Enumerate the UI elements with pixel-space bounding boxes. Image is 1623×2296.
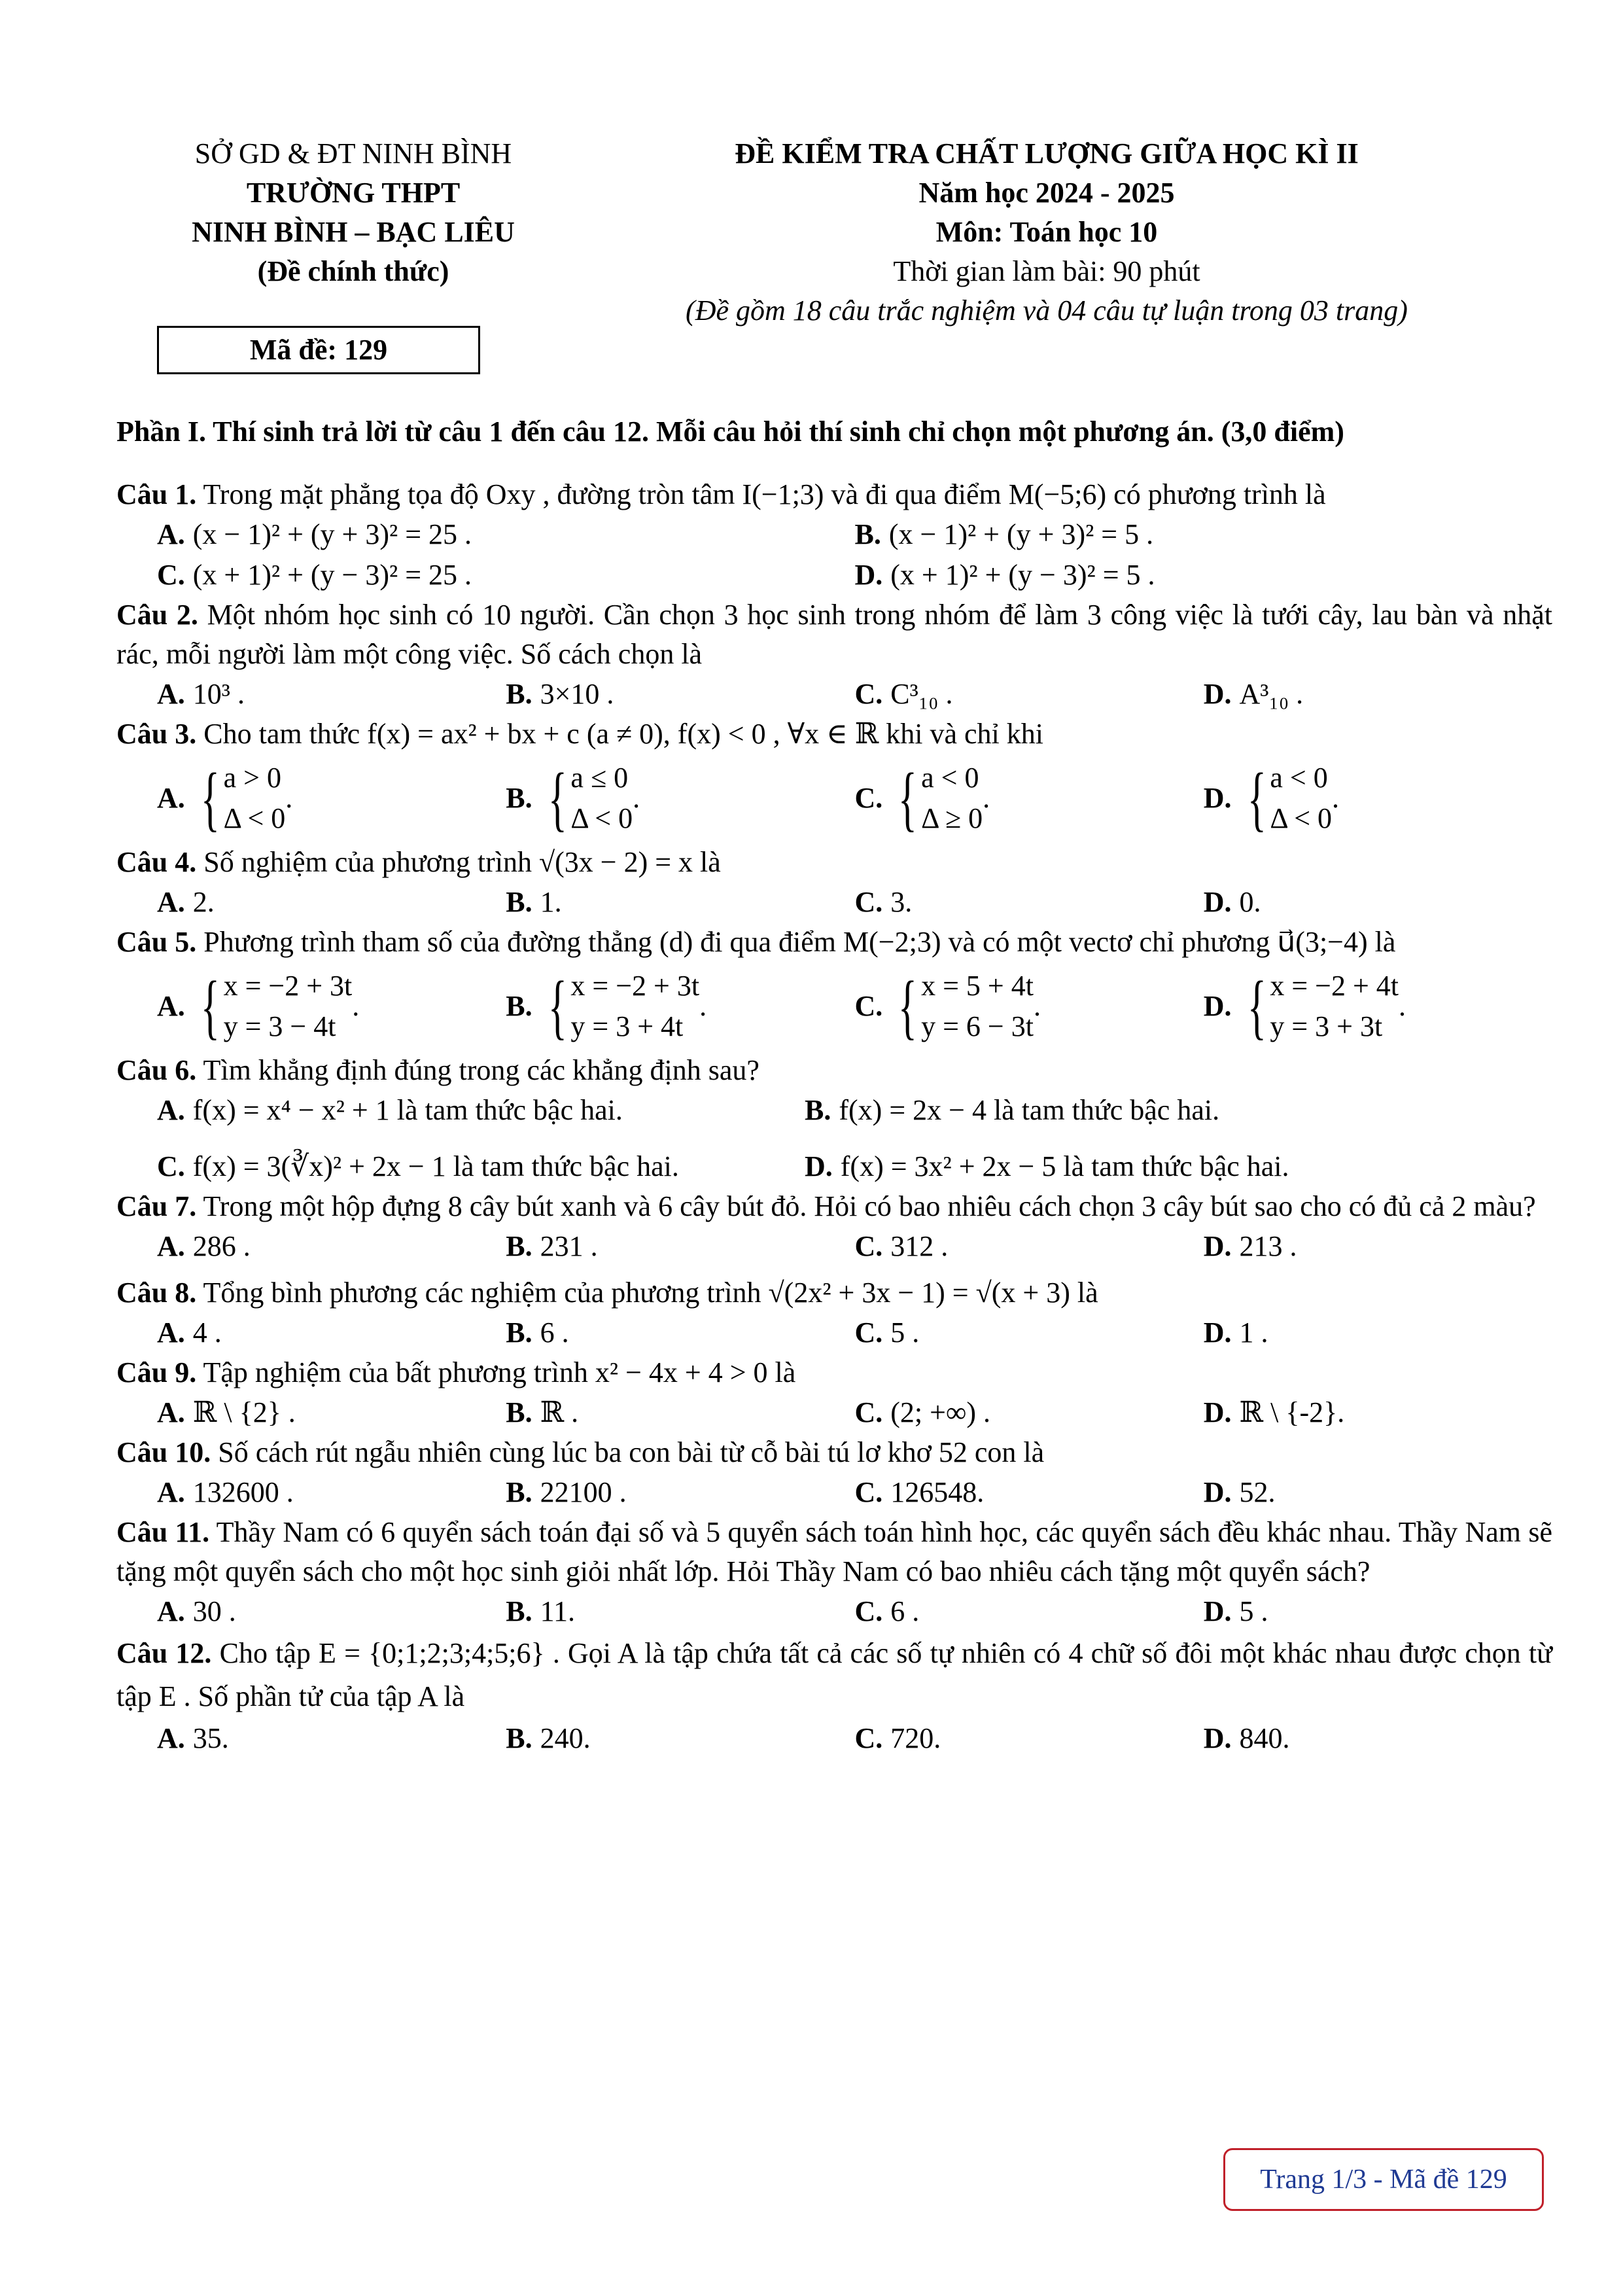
question-6 bbox=[116, 1051, 1552, 1090]
option-c[interactable]: C. (x + 1)² + (y − 3)² = 25 . bbox=[157, 559, 472, 591]
option-a[interactable]: A. 35. bbox=[157, 1722, 229, 1754]
time-limit: Thời gian làm bài: 90 phút bbox=[893, 255, 1200, 287]
option-a[interactable]: A. { x = −2 + 3t y = 3 − 4t . bbox=[157, 966, 360, 1046]
option-a[interactable]: A. 286 . bbox=[157, 1230, 251, 1262]
question-text: Một nhóm học sinh có 10 người. Cần chọn 3 học sinh trong nhóm để làm 3 công việc là tưới cây, lau bàn và nhặt rác, mỗi người làm một công việc. Số cách chọn là bbox=[116, 599, 1553, 670]
school-header bbox=[118, 134, 589, 291]
options-row bbox=[157, 962, 1552, 1051]
question-number: Câu 6. bbox=[116, 1054, 197, 1086]
question-5 bbox=[116, 923, 1552, 962]
exam-header bbox=[602, 134, 1492, 330]
question-text: Số cách rút ngẫu nhiên cùng lúc ba con bài từ cỗ bài tú lơ khơ 52 con là bbox=[218, 1436, 1045, 1468]
option-b[interactable]: B. { x = −2 + 3t y = 3 + 4t . bbox=[506, 966, 707, 1046]
option-d[interactable]: D. f(x) = 3x² + 2x − 5 là tam thức bậc hai. bbox=[805, 1150, 1289, 1182]
question-text: Phương trình tham số của đường thẳng (d) đi qua điểm M(−2;3) và có một vectơ chỉ phương u⃗(3;−4) là bbox=[203, 926, 1396, 958]
question-number: Câu 5. bbox=[116, 926, 197, 958]
parametric-system: { x = −2 + 3t y = 3 + 4t bbox=[548, 966, 700, 1046]
question-4 bbox=[116, 843, 1552, 882]
question-1 bbox=[116, 475, 1552, 514]
options-row bbox=[157, 1392, 1552, 1433]
option-c[interactable]: C. f(x) = 3(∛x)² + 2x − 1 là tam thức bậc hai. bbox=[157, 1150, 679, 1182]
option-b[interactable]: B. 6 . bbox=[506, 1316, 569, 1349]
option-b[interactable]: B. 3×10 . bbox=[506, 678, 614, 710]
exam-body bbox=[116, 412, 1552, 1759]
option-a[interactable]: A. { a > 0 Δ < 0 . bbox=[157, 758, 293, 838]
options-row bbox=[157, 1472, 1552, 1513]
option-b[interactable]: B. 240. bbox=[506, 1722, 591, 1754]
option-a[interactable]: A. (x − 1)² + (y + 3)² = 25 . bbox=[157, 518, 472, 550]
question-text: Tổng bình phương các nghiệm của phương trình √(2x² + 3x − 1) = √(x + 3) là bbox=[203, 1277, 1098, 1309]
option-a[interactable]: A. 10³ . bbox=[157, 678, 245, 710]
options-row bbox=[157, 1146, 1552, 1187]
question-number: Câu 11. bbox=[116, 1516, 210, 1548]
question-number: Câu 3. bbox=[116, 718, 197, 750]
exam-title: ĐỀ KIỂM TRA CHẤT LƯỢNG GIỮA HỌC KÌ II bbox=[735, 137, 1359, 169]
system-of-conditions: { a ≤ 0 Δ < 0 bbox=[548, 758, 633, 838]
system-of-conditions: { a > 0 Δ < 0 bbox=[200, 758, 286, 838]
option-d[interactable]: D. 840. bbox=[1203, 1722, 1290, 1754]
option-d[interactable]: D. (x + 1)² + (y − 3)² = 5 . bbox=[854, 559, 1155, 591]
school-type: TRƯỜNG THPT bbox=[246, 177, 461, 209]
option-c[interactable]: C. (2; +∞) . bbox=[854, 1396, 990, 1428]
option-a[interactable]: A. 2. bbox=[157, 886, 215, 918]
option-a[interactable]: A. 4 . bbox=[157, 1316, 222, 1349]
option-c[interactable]: C. { a < 0 Δ ≥ 0 . bbox=[854, 758, 990, 838]
options-row bbox=[157, 674, 1552, 715]
parametric-system: { x = −2 + 4t y = 3 + 3t bbox=[1247, 966, 1399, 1046]
option-c[interactable]: C. 6 . bbox=[854, 1595, 920, 1627]
option-a[interactable]: A. ℝ \ {2} . bbox=[157, 1396, 296, 1428]
question-number: Câu 10. bbox=[116, 1436, 211, 1468]
question-number: Câu 8. bbox=[116, 1277, 197, 1309]
question-9 bbox=[116, 1353, 1552, 1392]
parametric-system: { x = −2 + 3t y = 3 − 4t bbox=[200, 966, 353, 1046]
department-name: SỞ GD & ĐT NINH BÌNH bbox=[194, 137, 512, 169]
parametric-system: { x = 5 + 4t y = 6 − 3t bbox=[898, 966, 1034, 1046]
question-11 bbox=[116, 1513, 1552, 1591]
school-year: Năm học 2024 - 2025 bbox=[918, 177, 1175, 209]
option-c[interactable]: C. 126548. bbox=[854, 1476, 985, 1508]
option-d[interactable]: D. { x = −2 + 4t y = 3 + 3t . bbox=[1203, 966, 1406, 1046]
exam-code-box: Mã đề: 129 bbox=[157, 326, 480, 374]
option-b[interactable]: B. { a ≤ 0 Δ < 0 . bbox=[506, 758, 640, 838]
system-of-conditions: { a < 0 Δ ≥ 0 bbox=[898, 758, 983, 838]
option-b[interactable]: B. 1. bbox=[506, 886, 562, 918]
part-1-instructions: Phần I. Thí sinh trả lời từ câu 1 đến câu 12. Mỗi câu hỏi thí sinh chỉ chọn một phương án. (3,0 điểm) bbox=[116, 415, 1344, 448]
option-b[interactable]: B. 22100 . bbox=[506, 1476, 627, 1508]
option-d[interactable]: D. { a < 0 Δ < 0 . bbox=[1203, 758, 1340, 838]
question-7 bbox=[116, 1187, 1552, 1226]
subject: Môn: Toán học 10 bbox=[935, 216, 1158, 248]
question-3 bbox=[116, 715, 1552, 754]
options-row bbox=[157, 882, 1552, 923]
system-of-conditions: { a < 0 Δ < 0 bbox=[1247, 758, 1333, 838]
options-row bbox=[157, 1226, 1552, 1267]
options-row bbox=[157, 1313, 1552, 1353]
options-row bbox=[157, 1591, 1552, 1632]
options-row bbox=[157, 754, 1552, 843]
option-c[interactable]: C. { x = 5 + 4t y = 6 − 3t . bbox=[854, 966, 1041, 1046]
question-number: Câu 9. bbox=[116, 1356, 197, 1388]
option-c[interactable]: C. C³₁₀ . bbox=[854, 678, 953, 710]
option-d[interactable]: D. 1 . bbox=[1203, 1316, 1268, 1349]
exam-note: (Đề gồm 18 câu trắc nghiệm và 04 câu tự luận trong 03 trang) bbox=[686, 294, 1408, 327]
question-text: Trong một hộp đựng 8 cây bút xanh và 6 cây bút đỏ. Hỏi có bao nhiêu cách chọn 3 cây bút sao cho có đủ cả 2 màu? bbox=[203, 1190, 1536, 1222]
question-number: Câu 12. bbox=[116, 1637, 212, 1669]
option-b[interactable]: B. (x − 1)² + (y + 3)² = 5 . bbox=[854, 518, 1154, 550]
question-text: Cho tam thức f(x) = ax² + bx + c (a ≠ 0), f(x) < 0 , ∀x ∈ ℝ khi và chỉ khi bbox=[203, 718, 1044, 750]
school-name: NINH BÌNH – BẠC LIÊU bbox=[192, 216, 515, 248]
question-text: Trong mặt phẳng tọa độ Oxy , đường tròn tâm I(−1;3) và đi qua điểm M(−5;6) có phương trình là bbox=[203, 478, 1326, 510]
option-b[interactable]: B. 11. bbox=[506, 1595, 575, 1627]
options-row bbox=[157, 555, 1552, 595]
question-text: Cho tập E = {0;1;2;3;4;5;6} . Gọi A là tập chứa tất cả các số tự nhiên có 4 chữ số đôi một khác nhau được chọn từ tập E . Số phần tử của tập A là bbox=[116, 1637, 1553, 1712]
question-10 bbox=[116, 1433, 1552, 1472]
question-text: Thầy Nam có 6 quyển sách toán đại số và 5 quyển sách toán hình học, các quyển sách đều khác nhau. Thầy Nam sẽ tặng một quyển sách cho một học sinh giỏi nhất lớp. Hỏi Thầy Nam có bao nhiêu cách tặng một quyển sách? bbox=[116, 1516, 1552, 1587]
option-d[interactable]: D. 0. bbox=[1203, 886, 1261, 918]
option-b[interactable]: B. 231 . bbox=[506, 1230, 598, 1262]
options-row bbox=[157, 514, 1552, 555]
option-c[interactable]: C. 3. bbox=[854, 886, 913, 918]
option-d[interactable]: D. ℝ \ {-2}. bbox=[1203, 1396, 1345, 1428]
option-c[interactable]: C. 5 . bbox=[854, 1316, 920, 1349]
question-number: Câu 7. bbox=[116, 1190, 197, 1222]
option-b[interactable]: B. f(x) = 2x − 4 là tam thức bậc hai. bbox=[805, 1094, 1220, 1126]
option-c[interactable]: C. 312 . bbox=[854, 1230, 949, 1262]
option-b[interactable]: B. ℝ . bbox=[506, 1396, 579, 1428]
option-c[interactable]: C. 720. bbox=[854, 1722, 941, 1754]
question-8 bbox=[116, 1273, 1552, 1313]
option-d[interactable]: D. 5 . bbox=[1203, 1595, 1268, 1627]
question-text: Tập nghiệm của bất phương trình x² − 4x + 4 > 0 là bbox=[203, 1356, 796, 1388]
question-text: Số nghiệm của phương trình √(3x − 2) = x là bbox=[203, 846, 721, 878]
question-number: Câu 2. bbox=[116, 599, 198, 631]
option-d[interactable]: D. 213 . bbox=[1203, 1230, 1297, 1262]
options-row bbox=[157, 1090, 1552, 1131]
options-row bbox=[157, 1718, 1552, 1759]
question-2 bbox=[116, 595, 1552, 674]
question-number: Câu 1. bbox=[116, 478, 197, 510]
question-12 bbox=[116, 1632, 1552, 1718]
option-a[interactable]: A. 132600 . bbox=[157, 1476, 294, 1508]
option-a[interactable]: A. 30 . bbox=[157, 1595, 236, 1627]
official-label: (Đề chính thức) bbox=[257, 255, 449, 287]
option-d[interactable]: D. A³₁₀ . bbox=[1203, 678, 1304, 710]
question-number: Câu 4. bbox=[116, 846, 197, 878]
page-footer: Trang 1/3 - Mã đề 129 bbox=[1223, 2148, 1544, 2211]
question-text: Tìm khẳng định đúng trong các khẳng định sau? bbox=[203, 1054, 759, 1086]
option-a[interactable]: A. f(x) = x⁴ − x² + 1 là tam thức bậc hai. bbox=[157, 1094, 623, 1126]
option-d[interactable]: D. 52. bbox=[1203, 1476, 1276, 1508]
